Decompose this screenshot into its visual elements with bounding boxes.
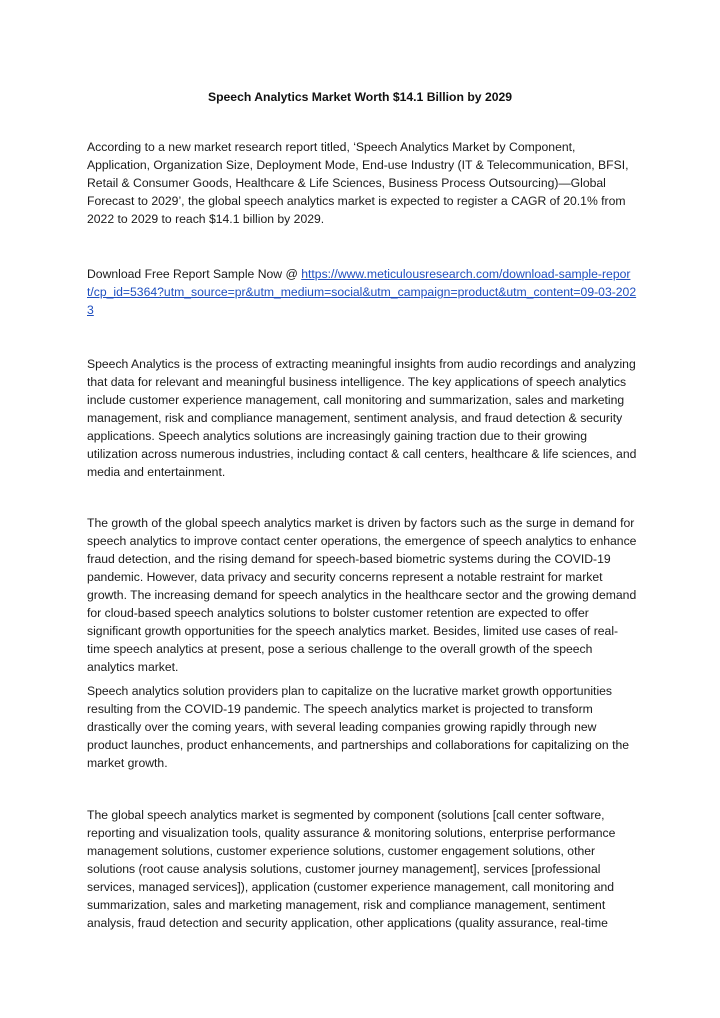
download-sample-link[interactable]: https://www.meticulousresearch.com/download-sample-report/cp_id=5364?utm_source=pr&utm_medium=social&utm_campaign=product&utm_content=09-03-2023 <box>87 267 637 317</box>
download-prefix: Download Free Report Sample Now @ <box>87 267 302 281</box>
download-paragraph <box>87 265 637 319</box>
segmentation-paragraph: The global speech analytics market is segmented by component (solutions [call center software, reporting and visualization tools, quality assurance & monitoring solutions, enterprise performance management solutions, customer experience solutions, customer engagement solutions, other solutions (root cause analysis solutions, customer journey management], services [professional services, managed services]), application (customer experience management, call monitoring and summarization, sales and marketing management, risk and compliance management, sentiment analysis, fraud detection and security application, other applications (quality assurance, real-time <box>87 808 616 930</box>
growth-paragraph: The growth of the global speech analytics market is driven by factors such as the surge in demand for speech analytics to improve contact center operations, the emergence of speech analytics to enhance fraud detection, and the rising demand for speech-based biometric systems during the COVID-19 pandemic. However, data privacy and security concerns represent a notable restraint for market growth. The increasing demand for speech analytics in the healthcare sector and the growing demand for cloud-based speech analytics solutions to bolster customer retention are expected to offer significant growth opportunities for the speech analytics market. Besides, limited use cases of real-time speech analytics at present, pose a serious challenge to the overall growth of the speech analytics market. <box>87 516 637 674</box>
providers-paragraph: Speech analytics solution providers plan to capitalize on the lucrative market growth opportunities resulting from the COVID-19 pandemic. The speech analytics market is projected to transform drastically over the coming years, with several leading companies growing rapidly through new product launches, product enhancements, and partnerships and collaborations for capitalizing on the market growth. <box>87 684 630 770</box>
document-title: Speech Analytics Market Worth $14.1 Billion by 2029 <box>207 90 513 104</box>
definition-paragraph: Speech Analytics is the process of extracting meaningful insights from audio recordings and analyzing that data for relevant and meaningful business intelligence. The key applications of speech analytics include customer experience management, call monitoring and summarization, sales and marketing management, risk and compliance management, sentiment analysis, and fraud detection & security applications. Speech analytics solutions are increasingly gaining traction due to their growing utilization across numerous industries, including contact & call centers, healthcare & life sciences, and media and entertainment. <box>87 357 637 479</box>
intro-paragraph: According to a new market research report titled, ‘Speech Analytics Market by Component, Application, Organization Size, Deployment Mode, End-use Industry (IT & Telecommunication, BFSI, Retail & Consumer Goods, Healthcare & Life Sciences, Business Process Outsourcing)—Global Forecast to 2029’, the global speech analytics market is expected to register a CAGR of 20.1% from 2022 to 2029 to reach $14.1 billion by 2029. <box>87 140 629 226</box>
